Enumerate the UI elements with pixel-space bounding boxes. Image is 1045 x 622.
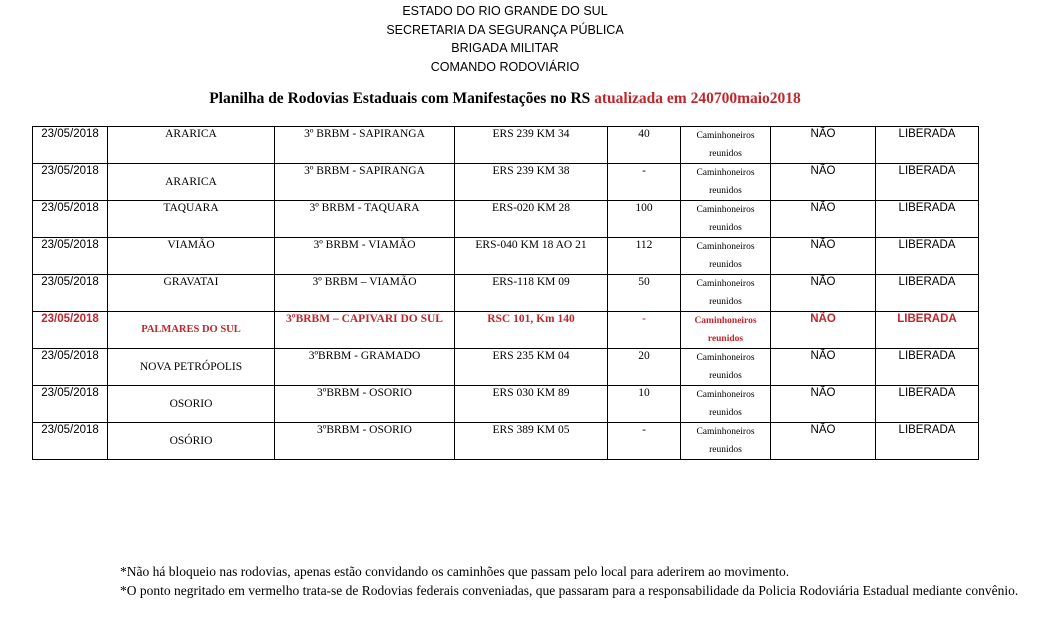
cell-unit: 3º BRBM - TAQUARA [275, 201, 455, 238]
cell-unit: 3º BRBM – VIAMÃO [275, 275, 455, 312]
cell-date: 23/05/2018 [33, 349, 108, 386]
cell-road: RSC 101, Km 140 [455, 312, 608, 349]
cell-road: ERS 389 KM 05 [455, 423, 608, 460]
highways-table-body [33, 127, 979, 460]
cell-road: ERS 239 KM 34 [455, 127, 608, 164]
cell-date: 23/05/2018 [33, 238, 108, 275]
cell-blocked: NÃO [771, 238, 876, 275]
cell-situation: LIBERADA [876, 275, 979, 312]
footnote-no-blockade: *Não há bloqueio nas rodovias, apenas estão convidando os caminhões que passam pelo local para aderirem ao movimento. [120, 564, 790, 579]
cell-situation: LIBERADA [876, 238, 979, 275]
cell-road: ERS-118 KM 09 [455, 275, 608, 312]
cell-situation: LIBERADA [876, 349, 979, 386]
cell-unit: 3ºBRBM - OSORIO [275, 386, 455, 423]
header-line-brigade: BRIGADA MILITAR [451, 41, 559, 55]
cell-status: Caminhoneiros reunidos [681, 423, 771, 460]
cell-count: 112 [608, 238, 681, 275]
table-row [33, 349, 979, 386]
cell-blocked: NÃO [771, 423, 876, 460]
footnotes [120, 562, 1020, 600]
cell-city: TAQUARA [108, 201, 275, 238]
cell-status: Caminhoneiros reunidos [681, 201, 771, 238]
cell-unit: 3ºBRBM - GRAMADO [275, 349, 455, 386]
cell-count: 40 [608, 127, 681, 164]
title-update-stamp: atualizada em 240700maio2018 [594, 90, 801, 107]
cell-status: Caminhoneiros reunidos [681, 312, 771, 349]
cell-road: ERS-040 KM 18 AO 21 [455, 238, 608, 275]
cell-unit: 3º BRBM - SAPIRANGA [275, 127, 455, 164]
cell-city: GRAVATAI [108, 275, 275, 312]
cell-blocked: NÃO [771, 164, 876, 201]
cell-blocked: NÃO [771, 127, 876, 164]
cell-road: ERS-020 KM 28 [455, 201, 608, 238]
cell-situation: LIBERADA [876, 127, 979, 164]
header-line-state: ESTADO DO RIO GRANDE DO SUL [402, 4, 608, 18]
cell-count: 100 [608, 201, 681, 238]
cell-date: 23/05/2018 [33, 423, 108, 460]
cell-situation: LIBERADA [876, 423, 979, 460]
cell-date: 23/05/2018 [33, 386, 108, 423]
cell-city: PALMARES DO SUL [108, 312, 275, 349]
cell-date: 23/05/2018 [33, 275, 108, 312]
cell-blocked: NÃO [771, 386, 876, 423]
cell-date: 23/05/2018 [33, 127, 108, 164]
table-row [33, 164, 979, 201]
table-row [33, 312, 979, 349]
cell-blocked: NÃO [771, 201, 876, 238]
cell-city: ARARICA [108, 127, 275, 164]
cell-situation: LIBERADA [876, 201, 979, 238]
cell-blocked: NÃO [771, 312, 876, 349]
cell-count: 20 [608, 349, 681, 386]
table-row [33, 423, 979, 460]
cell-status: Caminhoneiros reunidos [681, 349, 771, 386]
page-title [0, 90, 1010, 108]
cell-count: - [608, 312, 681, 349]
cell-date: 23/05/2018 [33, 312, 108, 349]
cell-count: - [608, 164, 681, 201]
cell-status: Caminhoneiros reunidos [681, 386, 771, 423]
cell-count: 50 [608, 275, 681, 312]
cell-situation: LIBERADA [876, 386, 979, 423]
cell-city: ARARICA [108, 164, 275, 201]
cell-unit: 3ºBRBM - OSORIO [275, 423, 455, 460]
table-row [33, 127, 979, 164]
cell-road: ERS 239 KM 38 [455, 164, 608, 201]
cell-blocked: NÃO [771, 349, 876, 386]
cell-city: VIAMÃO [108, 238, 275, 275]
cell-city: NOVA PETRÓPOLIS [108, 349, 275, 386]
cell-status: Caminhoneiros reunidos [681, 275, 771, 312]
cell-situation: LIBERADA [876, 164, 979, 201]
cell-count: 10 [608, 386, 681, 423]
cell-status: Caminhoneiros reunidos [681, 238, 771, 275]
cell-city: OSÓRIO [108, 423, 275, 460]
document-header [0, 2, 1010, 76]
cell-date: 23/05/2018 [33, 164, 108, 201]
cell-road: ERS 030 KM 89 [455, 386, 608, 423]
title-main: Planilha de Rodovias Estaduais com Manifestações no RS [209, 90, 591, 107]
cell-count: - [608, 423, 681, 460]
cell-unit: 3º BRBM - SAPIRANGA [275, 164, 455, 201]
cell-date: 23/05/2018 [33, 201, 108, 238]
cell-unit: 3ºBRBM – CAPIVARI DO SUL [275, 312, 455, 349]
cell-road: ERS 235 KM 04 [455, 349, 608, 386]
cell-city: OSORIO [108, 386, 275, 423]
cell-unit: 3º BRBM - VIAMÃO [275, 238, 455, 275]
highways-table [32, 126, 979, 460]
cell-status: Caminhoneiros reunidos [681, 164, 771, 201]
table-row [33, 201, 979, 238]
cell-status: Caminhoneiros reunidos [681, 127, 771, 164]
footnote-federal-roads: *O ponto negritado em vermelho trata-se de Rodovias federais conveniadas, que passaram para a responsabilidade da Policia Rodoviária Estadual mediante convênio. [120, 583, 1019, 598]
table-row [33, 386, 979, 423]
cell-blocked: NÃO [771, 275, 876, 312]
header-line-secretariat: SECRETARIA DA SEGURANÇA PÚBLICA [386, 22, 624, 37]
table-row [33, 238, 979, 275]
table-row [33, 275, 979, 312]
header-line-command: COMANDO RODOVIÁRIO [430, 59, 580, 74]
cell-situation: LIBERADA [876, 312, 979, 349]
